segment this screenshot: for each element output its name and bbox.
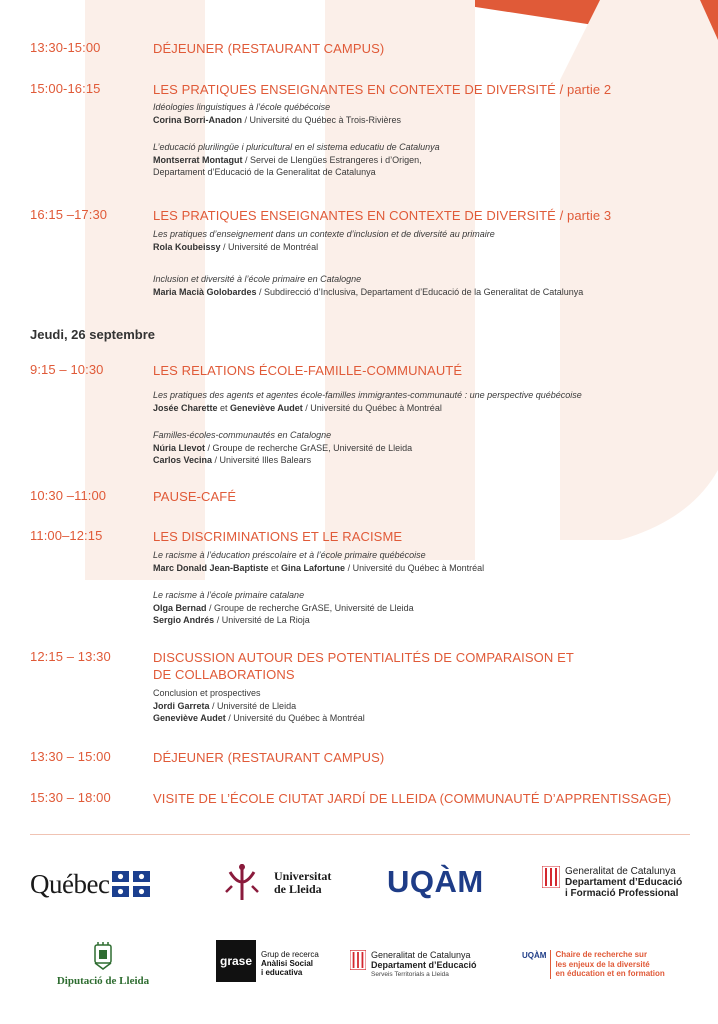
talk-title: Conclusion et prospectives [153,688,261,698]
speaker-join: et [217,402,231,413]
gencat2-line2: Departament d’Educació [371,960,477,970]
session-time: 9:15 – 10:30 [30,362,104,377]
session-title: LES PRATIQUES ENSEIGNANTES EN CONTEXTE DE DIVERSITÉ / partie 2 [153,82,612,97]
session-time: 15:00-16:15 [30,81,101,96]
speaker-name: Sergio Andrés [153,615,215,625]
session-title: LES RELATIONS ÉCOLE-FAMILLE-COMMUNAUTÉ [153,363,463,378]
speaker-name: Olga Bernad [153,602,207,613]
talk [153,101,693,126]
chaire-line2: les enjeux de la diversité [555,959,650,969]
uqam-wordmark: UQÀM [387,864,484,899]
gencat1-line2: Departament d’Educació [565,877,683,888]
chaire-line1: Chaire de recherche sur [555,950,648,959]
speaker-line [153,242,318,252]
speaker-line [153,615,310,625]
speaker-affiliation: / Université Illes Balears [212,455,312,465]
speaker-name: Gina Lafortune [281,562,346,573]
diputacio-name: Diputació de Lleida [56,975,150,987]
grase-mark [216,940,256,982]
logo-chaire-uqam [522,950,665,979]
logo-universitat-lleida [220,862,331,904]
chaire-uqam-mark: UQÀM [522,951,547,960]
speaker-affiliation: / Université de La Rioja [214,615,310,625]
speaker-affiliation: / Subdirecció d’Inclusiva, Departament d’Educació de la Generalitat de Catalunya [256,286,584,297]
speaker-affiliation: / Servei de Llengües Estrangeres i d’Origen, [242,154,422,165]
udl-emblem-icon [220,862,264,904]
logo-quebec [30,866,150,902]
speaker-name: Rola Koubeissy [153,241,221,252]
speaker-name: Geneviève Audet [230,402,303,413]
speaker-name: Núria Llevot [153,442,206,453]
quebec-wordmark: Québec [30,868,110,899]
talk-title: Les pratiques des agents et agentes école-familles immigrantes-communauté : une perspective québécoise [153,390,582,400]
speaker-affiliation: / Université de Lleida [209,700,297,711]
gencat2-line3: Serveis Territorials a Lleida [371,971,449,978]
gencat1-line3: i Formació Professional [565,888,679,899]
session-title: PAUSE-CAFÉ [153,489,237,504]
speaker-line [153,155,422,165]
session-time: 15:30 – 18:00 [30,790,111,805]
gencat1-line1: Generalitat de Catalunya [565,866,676,877]
day-heading: Jeudi, 26 septembre [30,327,155,342]
speaker-affiliation: / Université du Québec à Montréal [302,402,442,413]
talk [153,549,693,574]
speaker-affiliation-cont: Departament d’Educació de la Generalitat de Catalunya [153,167,376,177]
talk [153,273,693,298]
quebec-flag-icon [112,871,150,897]
speaker-affiliation: / Université du Québec à Trois-Rivières [242,114,402,125]
grase-mark-text: grase [219,954,253,968]
talk-title: Les pratiques d’enseignement dans un contexte d’inclusion et de diversité au primaire [153,229,495,239]
speaker-name: Josée Charette [153,402,218,413]
speaker-affiliation: / Groupe de recherche GrASE, Université de Lleida [206,602,414,613]
talk-title: Le racisme à l’école primaire catalane [153,590,305,600]
speaker-line [153,713,365,723]
talk-title: Le racisme à l’éducation préscolaire et à l’école primaire québécoise [153,550,426,560]
speaker-join: et [268,562,282,573]
footer-divider [30,834,690,835]
session-title: DÉJEUNER (RESTAURANT CAMPUS) [153,41,385,56]
session-time: 13:30-15:00 [30,40,101,55]
talk-title: Familles-écoles-communautés en Catalogne [153,430,332,440]
talk-title: Idéologies linguistiques à l’école québécoise [153,102,331,112]
speaker-line [153,403,442,413]
talk [153,389,693,414]
talk [153,228,693,253]
gencat-emblem-icon [542,866,560,888]
speaker-line [153,603,414,613]
speaker-line [153,455,311,465]
talk [153,687,693,725]
session-title: LES DISCRIMINATIONS ET LE RACISME [153,529,403,544]
talk [153,429,693,467]
talk [153,589,693,627]
grase-line2: Anàlisi Social [261,959,314,968]
talk-title: Inclusion et diversité à l’école primaire en Catalogne [153,274,362,284]
speaker-name: Carlos Vecina [153,455,213,465]
speaker-name: Maria Macià Golobardes [153,286,257,297]
logo-grase [216,940,319,982]
talk [153,141,693,179]
session-time: 16:15 –17:30 [30,207,108,222]
session-time: 11:00–12:15 [30,528,103,543]
speaker-affiliation: / Université du Québec à Montréal [225,713,365,723]
grase-line1: Grup de recerca [261,950,319,959]
speaker-affiliation: / Université de Montréal [220,241,319,252]
speaker-line [153,701,296,711]
speaker-line [153,443,412,453]
diputacio-emblem-icon [92,942,114,970]
logo-gencat-educacio-lleida [350,950,477,980]
udl-name-line2: de Lleida [274,882,322,896]
grase-line3: i educativa [261,968,303,977]
session-title: LES PRATIQUES ENSEIGNANTES EN CONTEXTE DE DIVERSITÉ / partie 3 [153,208,612,223]
talk-title: L’educació plurilingüe i pluricultural en el sistema educatiu de Catalunya [153,142,440,152]
udl-name-line1: Universitat [274,869,332,883]
speaker-line [153,563,484,573]
logo-gencat-educacio-fp [542,866,682,899]
speaker-line [153,115,401,125]
speaker-name: Marc Donald Jean-Baptiste [153,562,269,573]
session-title: DISCUSSION AUTOUR DES POTENTIALITÉS DE COMPARAISON ET DE COLLABORATIONS [153,650,574,682]
gencat2-line1: Generalitat de Catalunya [371,950,471,960]
speaker-line [153,287,583,297]
speaker-affiliation: / Groupe de recherche GrASE, Université de Lleida [205,442,413,453]
speaker-name: Corina Borri-Anadon [153,114,242,125]
speaker-name: Jordi Garreta [153,700,210,711]
logo-diputacio-lleida [48,942,158,987]
gencat-emblem-icon [350,950,366,970]
session-time: 12:15 – 13:30 [30,649,111,664]
chaire-line3: en éducation et en formation [555,969,665,978]
logo-uqam [387,864,484,900]
speaker-name: Geneviève Audet [153,713,226,723]
speaker-name: Montserrat Montagut [153,154,243,165]
speaker-affiliation: / Université du Québec à Montréal [345,562,485,573]
session-title: DÉJEUNER (RESTAURANT CAMPUS) [153,750,385,765]
session-title: VISITE DE L’ÉCOLE CIUTAT JARDÍ DE LLEIDA (COMMUNAUTÉ D’APPRENTISSAGE) [153,791,672,806]
session-time: 10:30 –11:00 [30,488,107,503]
session-time: 13:30 – 15:00 [30,749,111,764]
